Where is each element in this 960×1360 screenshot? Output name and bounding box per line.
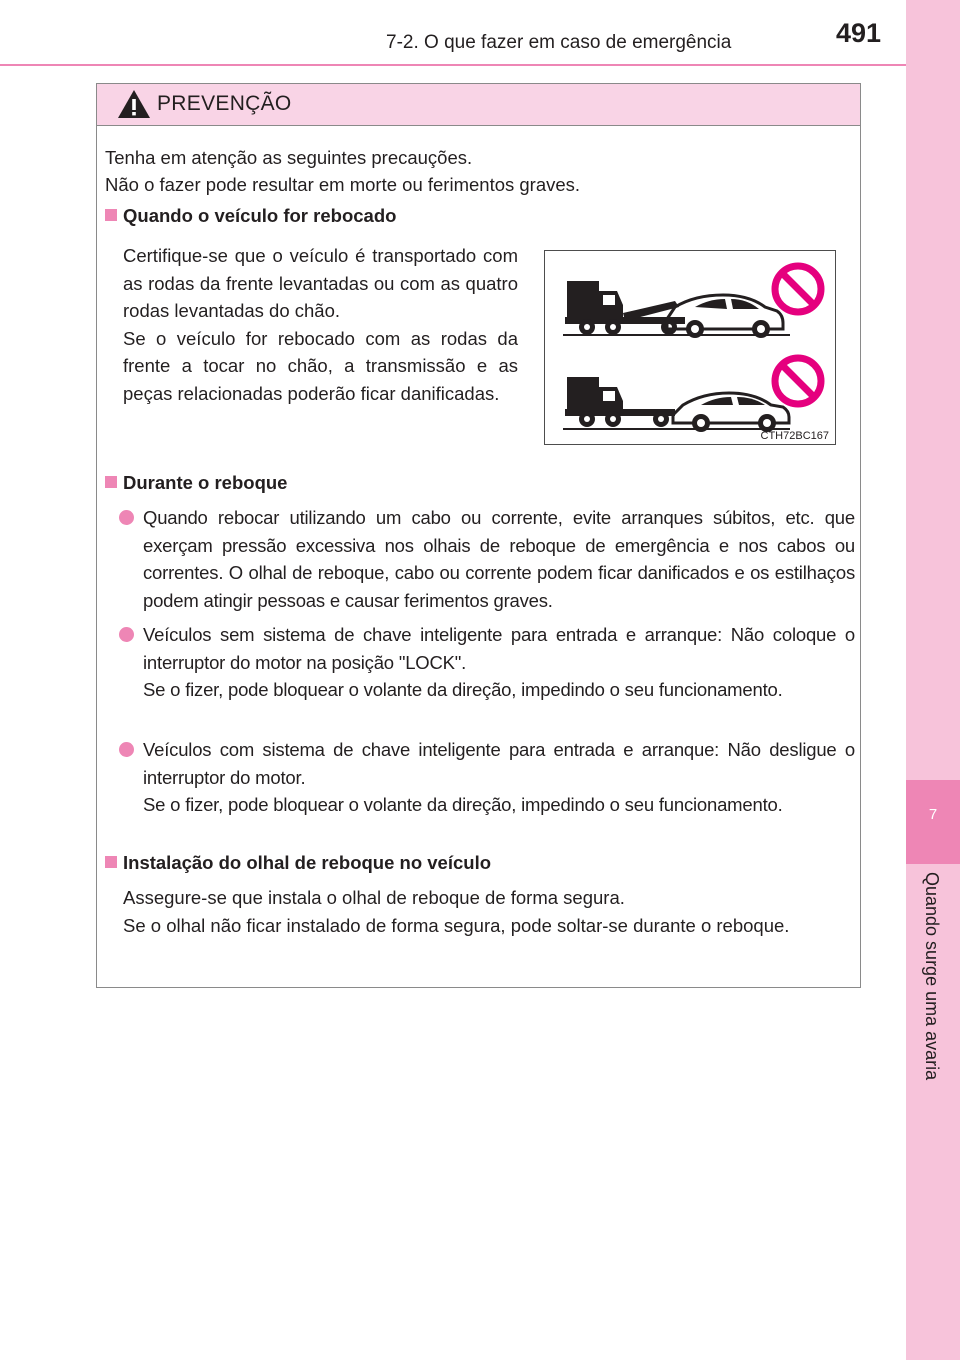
page-number: 491 <box>836 18 882 48</box>
intro-line: Não o fazer pode resultar em morte ou ferimentos graves. <box>105 174 581 195</box>
bullet-item <box>121 736 855 819</box>
car-icon <box>673 393 789 432</box>
circle-bullet-icon <box>119 510 134 525</box>
tow-truck-icon <box>565 377 675 427</box>
intro-line: Tenha em atenção as seguintes precauções. <box>105 147 473 168</box>
bullet-item <box>121 504 855 614</box>
bullet-text: Veículos com sistema de chave inteligente para entrada e arranque: Não desligue o interruptor do motor. <box>143 739 855 788</box>
chapter-number: 7 <box>928 806 938 823</box>
chapter-label <box>912 872 952 1122</box>
section-heading-text: Quando o veículo for rebocado <box>123 205 397 226</box>
bullet-text: Quando rebocar utilizando um cabo ou corrente, evite arranques súbitos, etc. que exerçam pressão excessiva nos olhais de reboque de emergência e nos cabos ou correntes. O olhal de reboque, cabo ou corrente podem ficar danificados e os estilhaços podem atingir pessoas e causar ferimentos graves. <box>143 507 855 611</box>
towed-paragraph <box>123 242 518 407</box>
section-title: 7-2. O que fazer em caso de emergência <box>386 32 732 53</box>
caution-header <box>97 84 860 126</box>
towed-text-1: Certifique-se que o veículo é transportado com as rodas da frente levantadas ou com as quatro rodas levantadas do chão. <box>123 245 518 321</box>
install-text-2: Se o olhal não ficar instalado de forma segura, pode soltar-se durante o reboque. <box>123 915 790 936</box>
circle-bullet-icon <box>119 627 134 642</box>
bullet-text: Se o fizer, pode bloquear o volante da direção, impedindo o seu funcionamento. <box>143 679 783 700</box>
bullet-text: Veículos sem sistema de chave inteligente para entrada e arranque: Não coloque o interruptor do motor na posição "LOCK". <box>143 624 855 673</box>
section-heading-towed <box>105 205 396 227</box>
install-paragraph <box>123 884 841 940</box>
towing-illustration <box>544 250 836 445</box>
bullet-text: Se o fizer, pode bloquear o volante da direção, impedindo o seu funcionamento. <box>143 794 783 815</box>
car-icon <box>667 295 783 338</box>
caution-title: PREVENÇÃO <box>157 92 292 115</box>
square-bullet-icon <box>105 856 117 868</box>
side-band <box>906 0 960 1360</box>
section-heading-text: Instalação do olhal de reboque no veículo <box>123 852 492 873</box>
prohibited-icon <box>775 358 821 404</box>
circle-bullet-icon <box>119 742 134 757</box>
towing-prohibited-diagram <box>545 251 834 443</box>
square-bullet-icon <box>105 209 117 221</box>
section-heading-during <box>105 472 287 494</box>
warning-icon <box>117 89 151 119</box>
header-rule <box>0 64 906 66</box>
section-heading-text: Durante o reboque <box>123 472 288 493</box>
figure-code: CTH72BC167 <box>760 430 829 442</box>
install-text-1: Assegure-se que instala o olhal de reboque de forma segura. <box>123 887 625 908</box>
caution-intro <box>105 144 580 198</box>
chapter-label-text: Quando surge uma avaria <box>922 872 942 1081</box>
prohibited-icon <box>775 266 821 312</box>
towed-text-2: Se o veículo for rebocado com as rodas da frente a tocar no chão, a transmissão e as peças relacionadas poderão ficar danificadas. <box>123 327 518 404</box>
section-heading-install <box>105 852 491 874</box>
square-bullet-icon <box>105 476 117 488</box>
bullet-item <box>121 621 855 704</box>
caution-box <box>96 83 861 988</box>
